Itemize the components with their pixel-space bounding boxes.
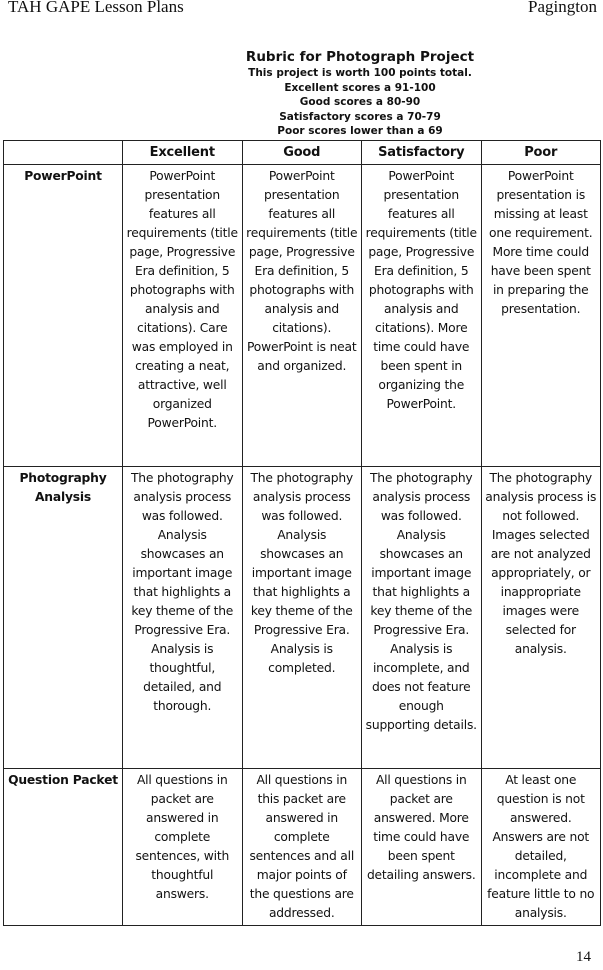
intro-line: Excellent scores a 91-100 [284, 81, 436, 94]
table-cell: At least one question is not answered. Answers are not detailed, incomplete and feature little to no analysis. [481, 769, 601, 926]
column-header-good: Good [242, 141, 362, 165]
table-header-row [4, 141, 601, 165]
table-cell: PowerPoint presentation features all requirements (title page, Progressive Era definition, 5 photographs with analysis and citations). Care was employed in creating a neat, attractive, well organized PowerPoint. [123, 165, 243, 467]
document-header-title: TAH GAPE Lesson Plans [8, 0, 184, 16]
table-row [4, 769, 601, 926]
intro-line: Satisfactory scores a 70-79 [279, 110, 441, 123]
table-cell: All questions in this packet are answered in complete sentences and all major points of the questions are addressed. [242, 769, 362, 926]
table-cell: The photography analysis process was followed. Analysis showcases an important image that highlights a key theme of the Progressive Era. Analysis is completed. [242, 467, 362, 769]
table-cell: All questions in packet are answered. More time could have been spent detailing answers. [362, 769, 482, 926]
table-cell: PowerPoint presentation is missing at least one requirement. More time could have been spent in preparing the presentation. [481, 165, 601, 467]
column-header-excellent: Excellent [123, 141, 243, 165]
row-header: PowerPoint [4, 165, 123, 467]
table-cell: All questions in packet are answered in complete sentences, with thoughtful answers. [123, 769, 243, 926]
row-header: Photography Analysis [4, 467, 123, 769]
column-header-satisfactory: Satisfactory [362, 141, 482, 165]
rubric-title: Rubric for Photograph Project [245, 49, 475, 65]
table-cell: PowerPoint presentation features all requirements (title page, Progressive Era definition, 5 photographs with analysis and citations). PowerPoint is neat and organized. [242, 165, 362, 467]
table-cell: PowerPoint presentation features all requirements (title page, Progressive Era definition, 5 photographs with analysis and citations). More time could have been spent in organizing the PowerPoint. [362, 165, 482, 467]
table-cell: The photography analysis process was followed. Analysis showcases an important image that highlights a key theme of the Progressive Era. Analysis is incomplete, and does not feature enough supporting details. [362, 467, 482, 769]
table-row [4, 165, 601, 467]
table-row [4, 467, 601, 769]
document-header-author: Pagington [528, 0, 597, 16]
table-cell: The photography analysis process is not followed. Images selected are not analyzed appropriately, or inappropriate images were selected for analysis. [481, 467, 601, 769]
rubric-table [3, 140, 601, 926]
table-cell: The photography analysis process was followed. Analysis showcases an important image that highlights a key theme of the Progressive Era. Analysis is thoughtful, detailed, and thorough. [123, 467, 243, 769]
page-number: 14 [576, 949, 591, 965]
row-header: Question Packet [4, 769, 123, 926]
column-header [4, 141, 123, 165]
intro-line: This project is worth 100 points total. [248, 67, 472, 79]
intro-line: Good scores a 80-90 [299, 96, 421, 109]
intro-line: Poor scores lower than a 69 [277, 125, 443, 138]
column-header-poor: Poor [481, 141, 601, 165]
rubric-intro [120, 48, 600, 139]
